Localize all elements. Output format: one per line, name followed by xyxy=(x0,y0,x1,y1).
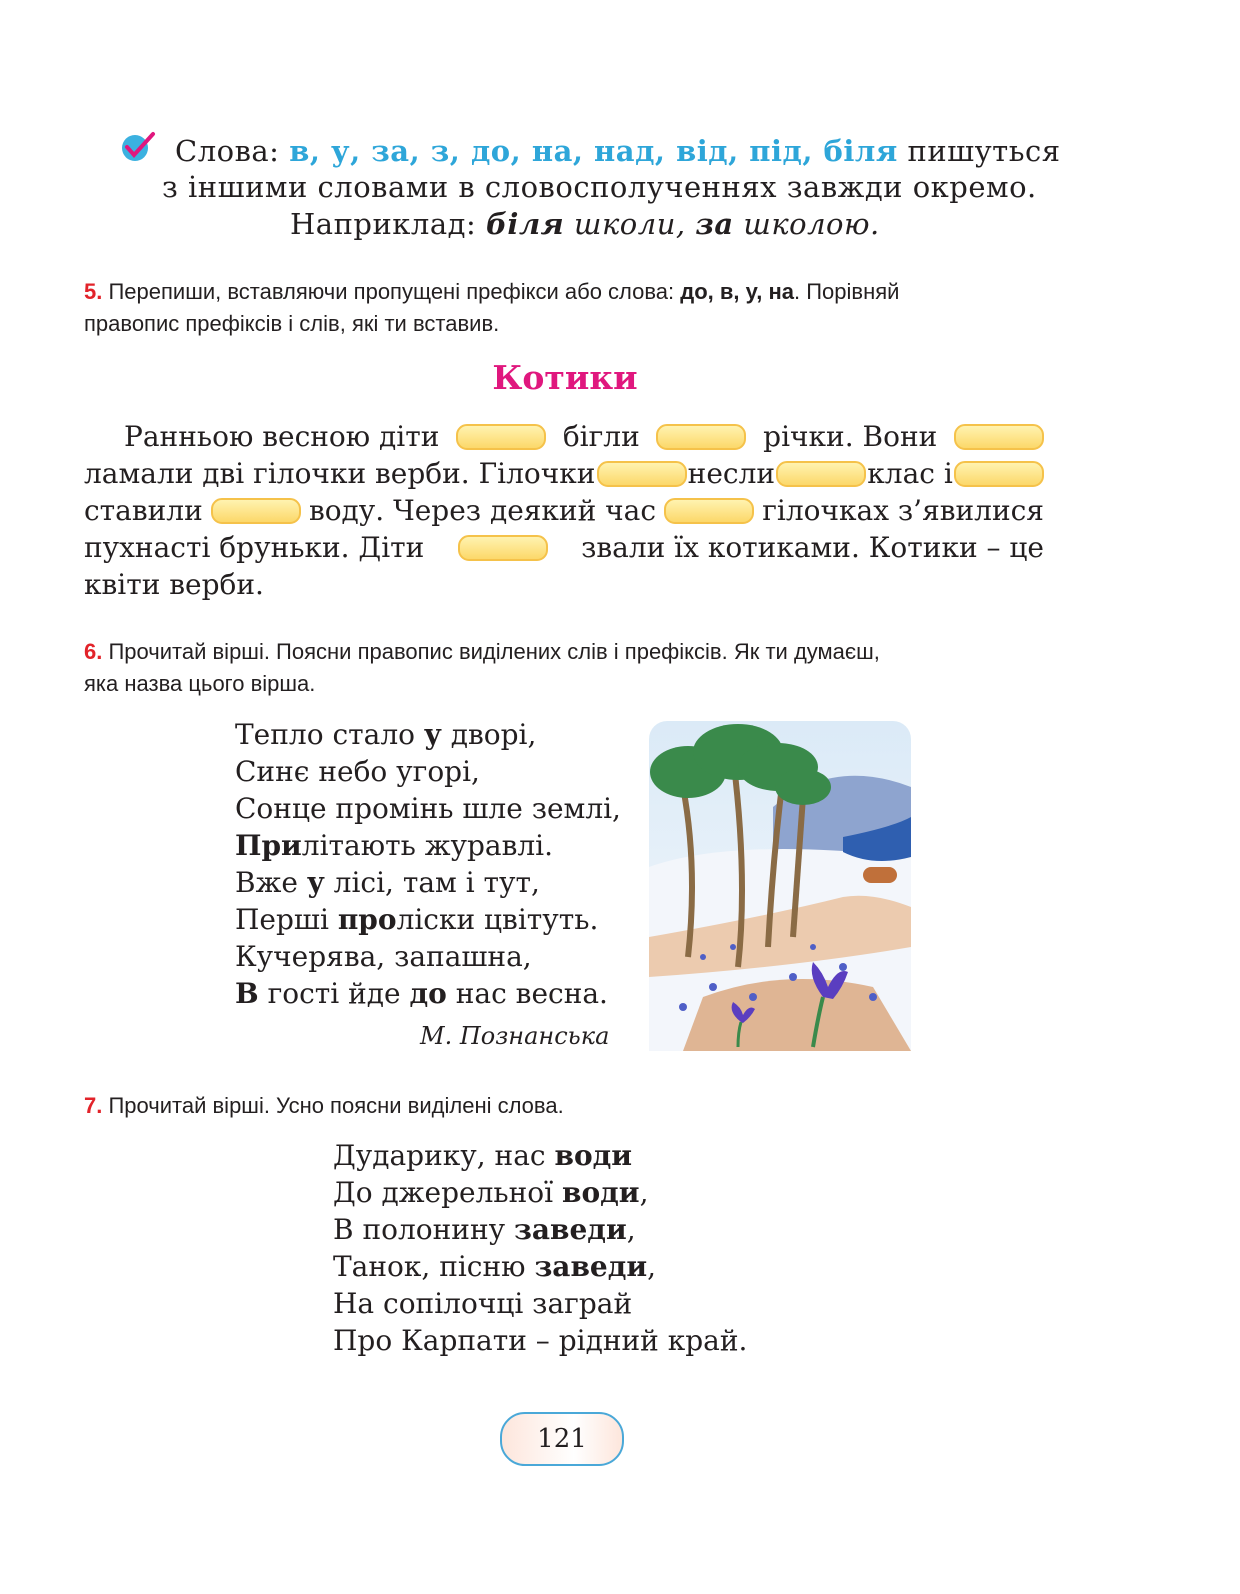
blank-field[interactable] xyxy=(458,535,548,561)
story-line-1: Ранньою весною діти бігли річки. Вони xyxy=(84,419,1044,455)
task-number: 7. xyxy=(84,1093,103,1118)
poem-line: Прилітають журавлі. xyxy=(235,829,553,862)
blank-field[interactable] xyxy=(776,461,866,487)
poem-2 xyxy=(333,1137,747,1359)
blank-field[interactable] xyxy=(954,461,1044,487)
checkmark-icon xyxy=(120,130,156,166)
blank-field[interactable] xyxy=(456,424,546,450)
blank-field[interactable] xyxy=(211,498,301,524)
rule-line-1: Слова: в, у, за, з, до, на, над, від, під, біля пишуться xyxy=(175,134,1061,168)
task-5: 5. Перепиши, вставляючи пропущені префікси або слова: до, в, у, на. Порівняй правопис префіксів і слів, які ти вставив. xyxy=(84,279,900,336)
poem-line: Про Карпати – рідний край. xyxy=(333,1324,748,1357)
story-line-2: ламали дві гілочки верби. Гілочки несли клас і xyxy=(84,456,1044,492)
poem-line: До джерельної води, xyxy=(333,1176,649,1209)
poem-line: Кучерява, запашна, xyxy=(235,940,532,973)
story-line-5: квіти верби. xyxy=(84,568,264,601)
story-line-4: пухнасті бруньки. Діти звали їх котиками. Котики – це xyxy=(84,531,1044,564)
rule-words: в, у, за, з, до, на, над, від, під, біля xyxy=(289,134,898,168)
poem-line: В гості йде до нас весна. xyxy=(235,977,608,1010)
rule-line-2: з іншими словами в словосполученнях завжди окремо. xyxy=(162,170,1037,204)
task-number: 6. xyxy=(84,639,103,664)
poem-line: Тепло стало у дворі, xyxy=(235,718,537,751)
poem-author: М. Познанська xyxy=(420,1022,610,1050)
poem-line: На сопілочці заграй xyxy=(333,1287,633,1320)
poem-1 xyxy=(235,716,621,1012)
poem-line: Дударику, нас води xyxy=(333,1139,633,1172)
spring-landscape-illustration xyxy=(643,717,915,1055)
poem-line: Перші проліски цвітуть. xyxy=(235,903,599,936)
task-number: 5. xyxy=(84,279,103,304)
poem-line: Сонце промінь шле землі, xyxy=(235,792,621,825)
story-line-3: ставили воду. Через деякий час гілочках з’явилися xyxy=(84,494,1044,527)
blank-field[interactable] xyxy=(954,424,1044,450)
task-6: 6. Прочитай вірші. Поясни правопис виділених слів і префіксів. Як ти думаєш, яка назва цього вірша. xyxy=(84,639,880,696)
poem-line: Танок, пісню заведи, xyxy=(333,1250,657,1283)
blank-field[interactable] xyxy=(656,424,746,450)
story-title: Котики xyxy=(492,358,638,397)
poem-line: Синє небо угорі, xyxy=(235,755,480,788)
blank-field[interactable] xyxy=(597,461,687,487)
poem-line: Вже у лісі, там і тут, xyxy=(235,866,540,899)
poem-line: В полонину заведи, xyxy=(333,1213,636,1246)
blank-field[interactable] xyxy=(664,498,754,524)
page-number: 121 xyxy=(500,1412,624,1466)
task-7: 7. Прочитай вірші. Усно поясни виділені слова. xyxy=(84,1093,564,1118)
rule-example: Наприклад: біля школи, за школою. xyxy=(290,207,880,241)
